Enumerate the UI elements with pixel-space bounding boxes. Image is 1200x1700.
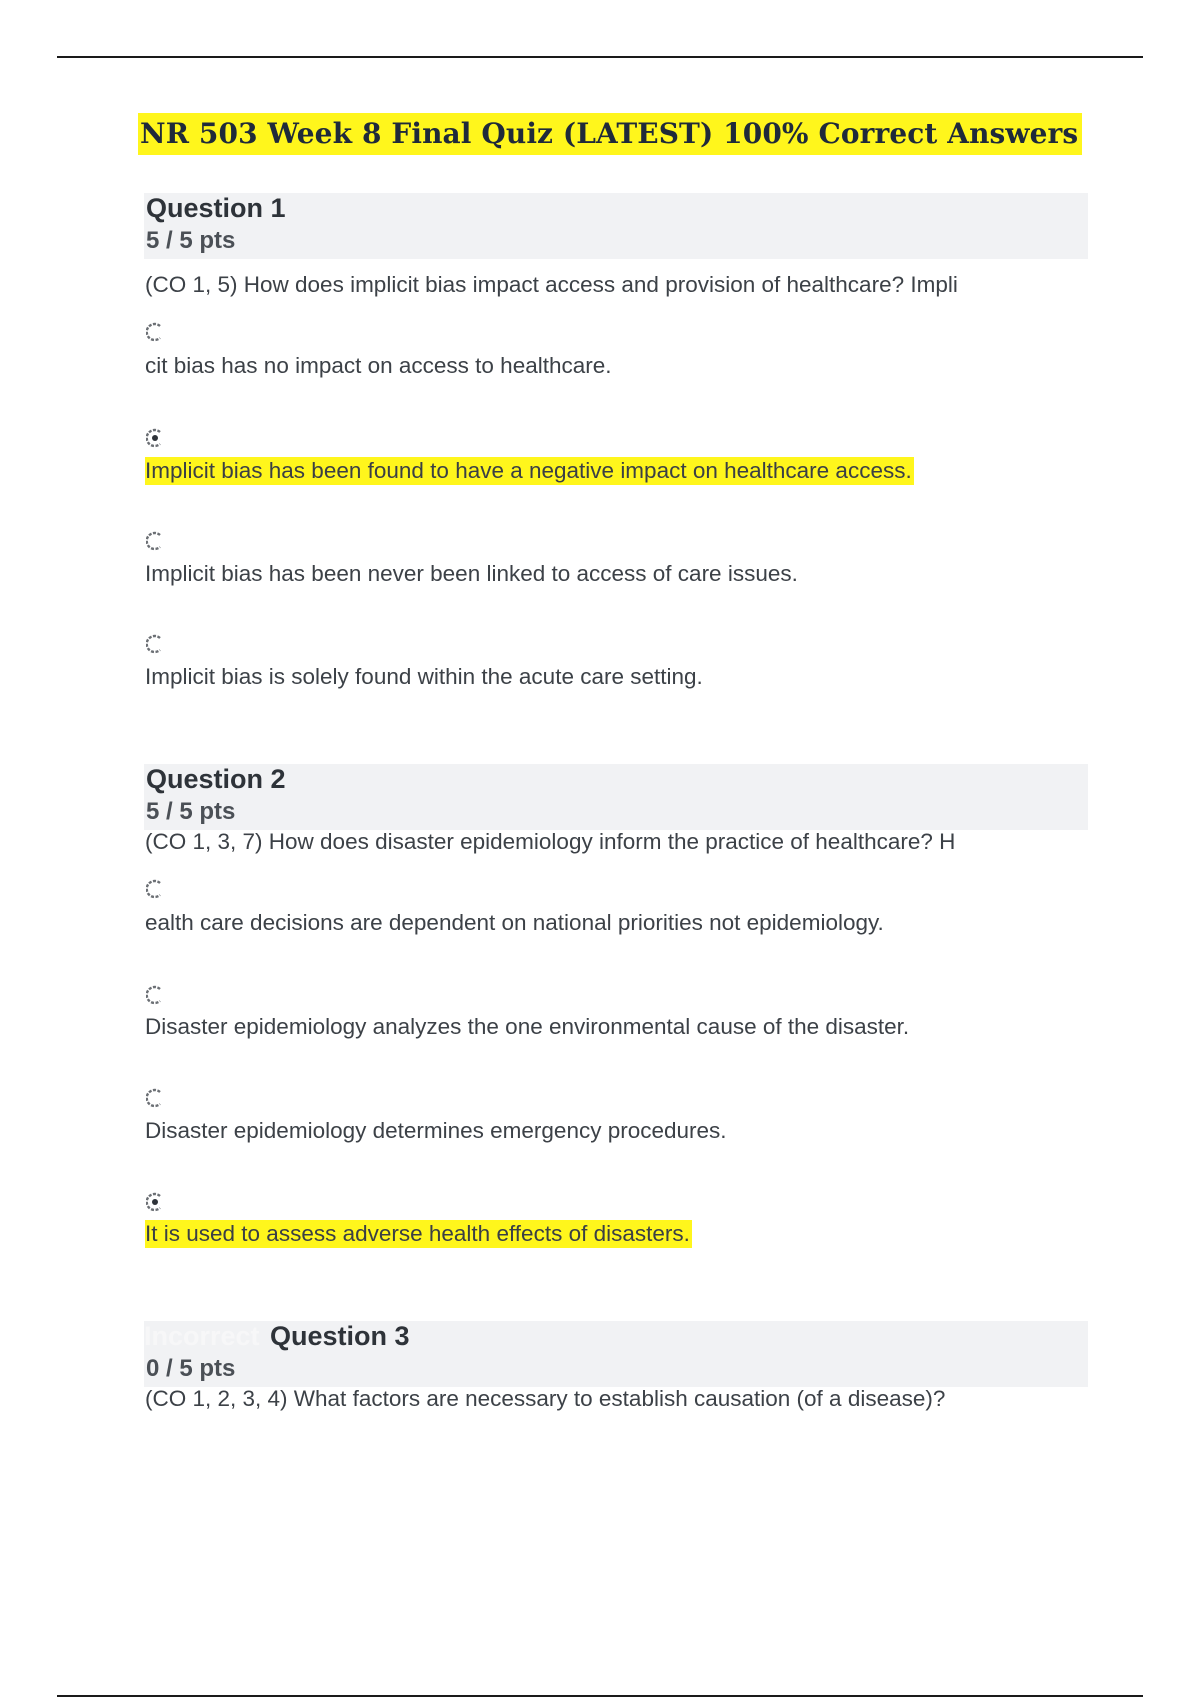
question-2-points: 5 / 5 pts [146,798,236,825]
document-title: NR 503 Week 8 Final Quiz (LATEST) 100% Correct Answers [138,113,1082,155]
question-2-text: (CO 1, 3, 7) How does disaster epidemiology inform the practice of healthcare? H [145,829,956,854]
question-1-answer-1[interactable]: cit bias has no impact on access to healthcare. [145,353,612,378]
top-rule [57,56,1143,58]
question-2-answer-1[interactable]: ealth care decisions are dependent on national priorities not epidemiology. [145,910,884,935]
question-1-text: (CO 1, 5) How does implicit bias impact access and provision of healthcare? Impli [145,272,958,297]
question-2-header [144,764,1088,830]
question-1-title: Question 1 [146,193,286,223]
question-2-answer-2[interactable]: Disaster epidemiology analyzes the one environmental cause of the disaster. [145,1014,910,1039]
question-3-text: (CO 1, 2, 3, 4) What factors are necessary to establish causation (of a disease)? [145,1386,946,1411]
question-1-header [144,193,1088,259]
question-3-title: Question 3 [270,1321,410,1351]
question-2-answer-4[interactable]: It is used to assess adverse health effects of disasters. [145,1221,690,1246]
bottom-rule [57,1695,1143,1697]
question-3-status: Incorrect [144,1321,260,1351]
radio-unselected-icon[interactable] [146,322,164,342]
question-1-points: 5 / 5 pts [146,227,236,254]
question-2-answer-3[interactable]: Disaster epidemiology determines emergency procedures. [145,1118,727,1143]
radio-unselected-icon[interactable] [146,634,164,654]
radio-unselected-icon[interactable] [146,879,164,899]
question-1-answer-3[interactable]: Implicit bias has been never been linked to access of care issues. [145,561,798,586]
question-1-answer-2[interactable]: Implicit bias has been found to have a negative impact on healthcare access. [145,458,912,483]
radio-selected-icon[interactable] [146,1192,164,1212]
question-2-title: Question 2 [146,764,286,794]
radio-unselected-icon[interactable] [146,1088,164,1108]
radio-selected-icon[interactable] [146,428,164,448]
question-3-header [144,1321,1088,1387]
radio-unselected-icon[interactable] [146,985,164,1005]
radio-unselected-icon[interactable] [146,531,164,551]
question-1-answer-4[interactable]: Implicit bias is solely found within the acute care setting. [145,664,703,689]
question-3-points: 0 / 5 pts [146,1355,236,1382]
